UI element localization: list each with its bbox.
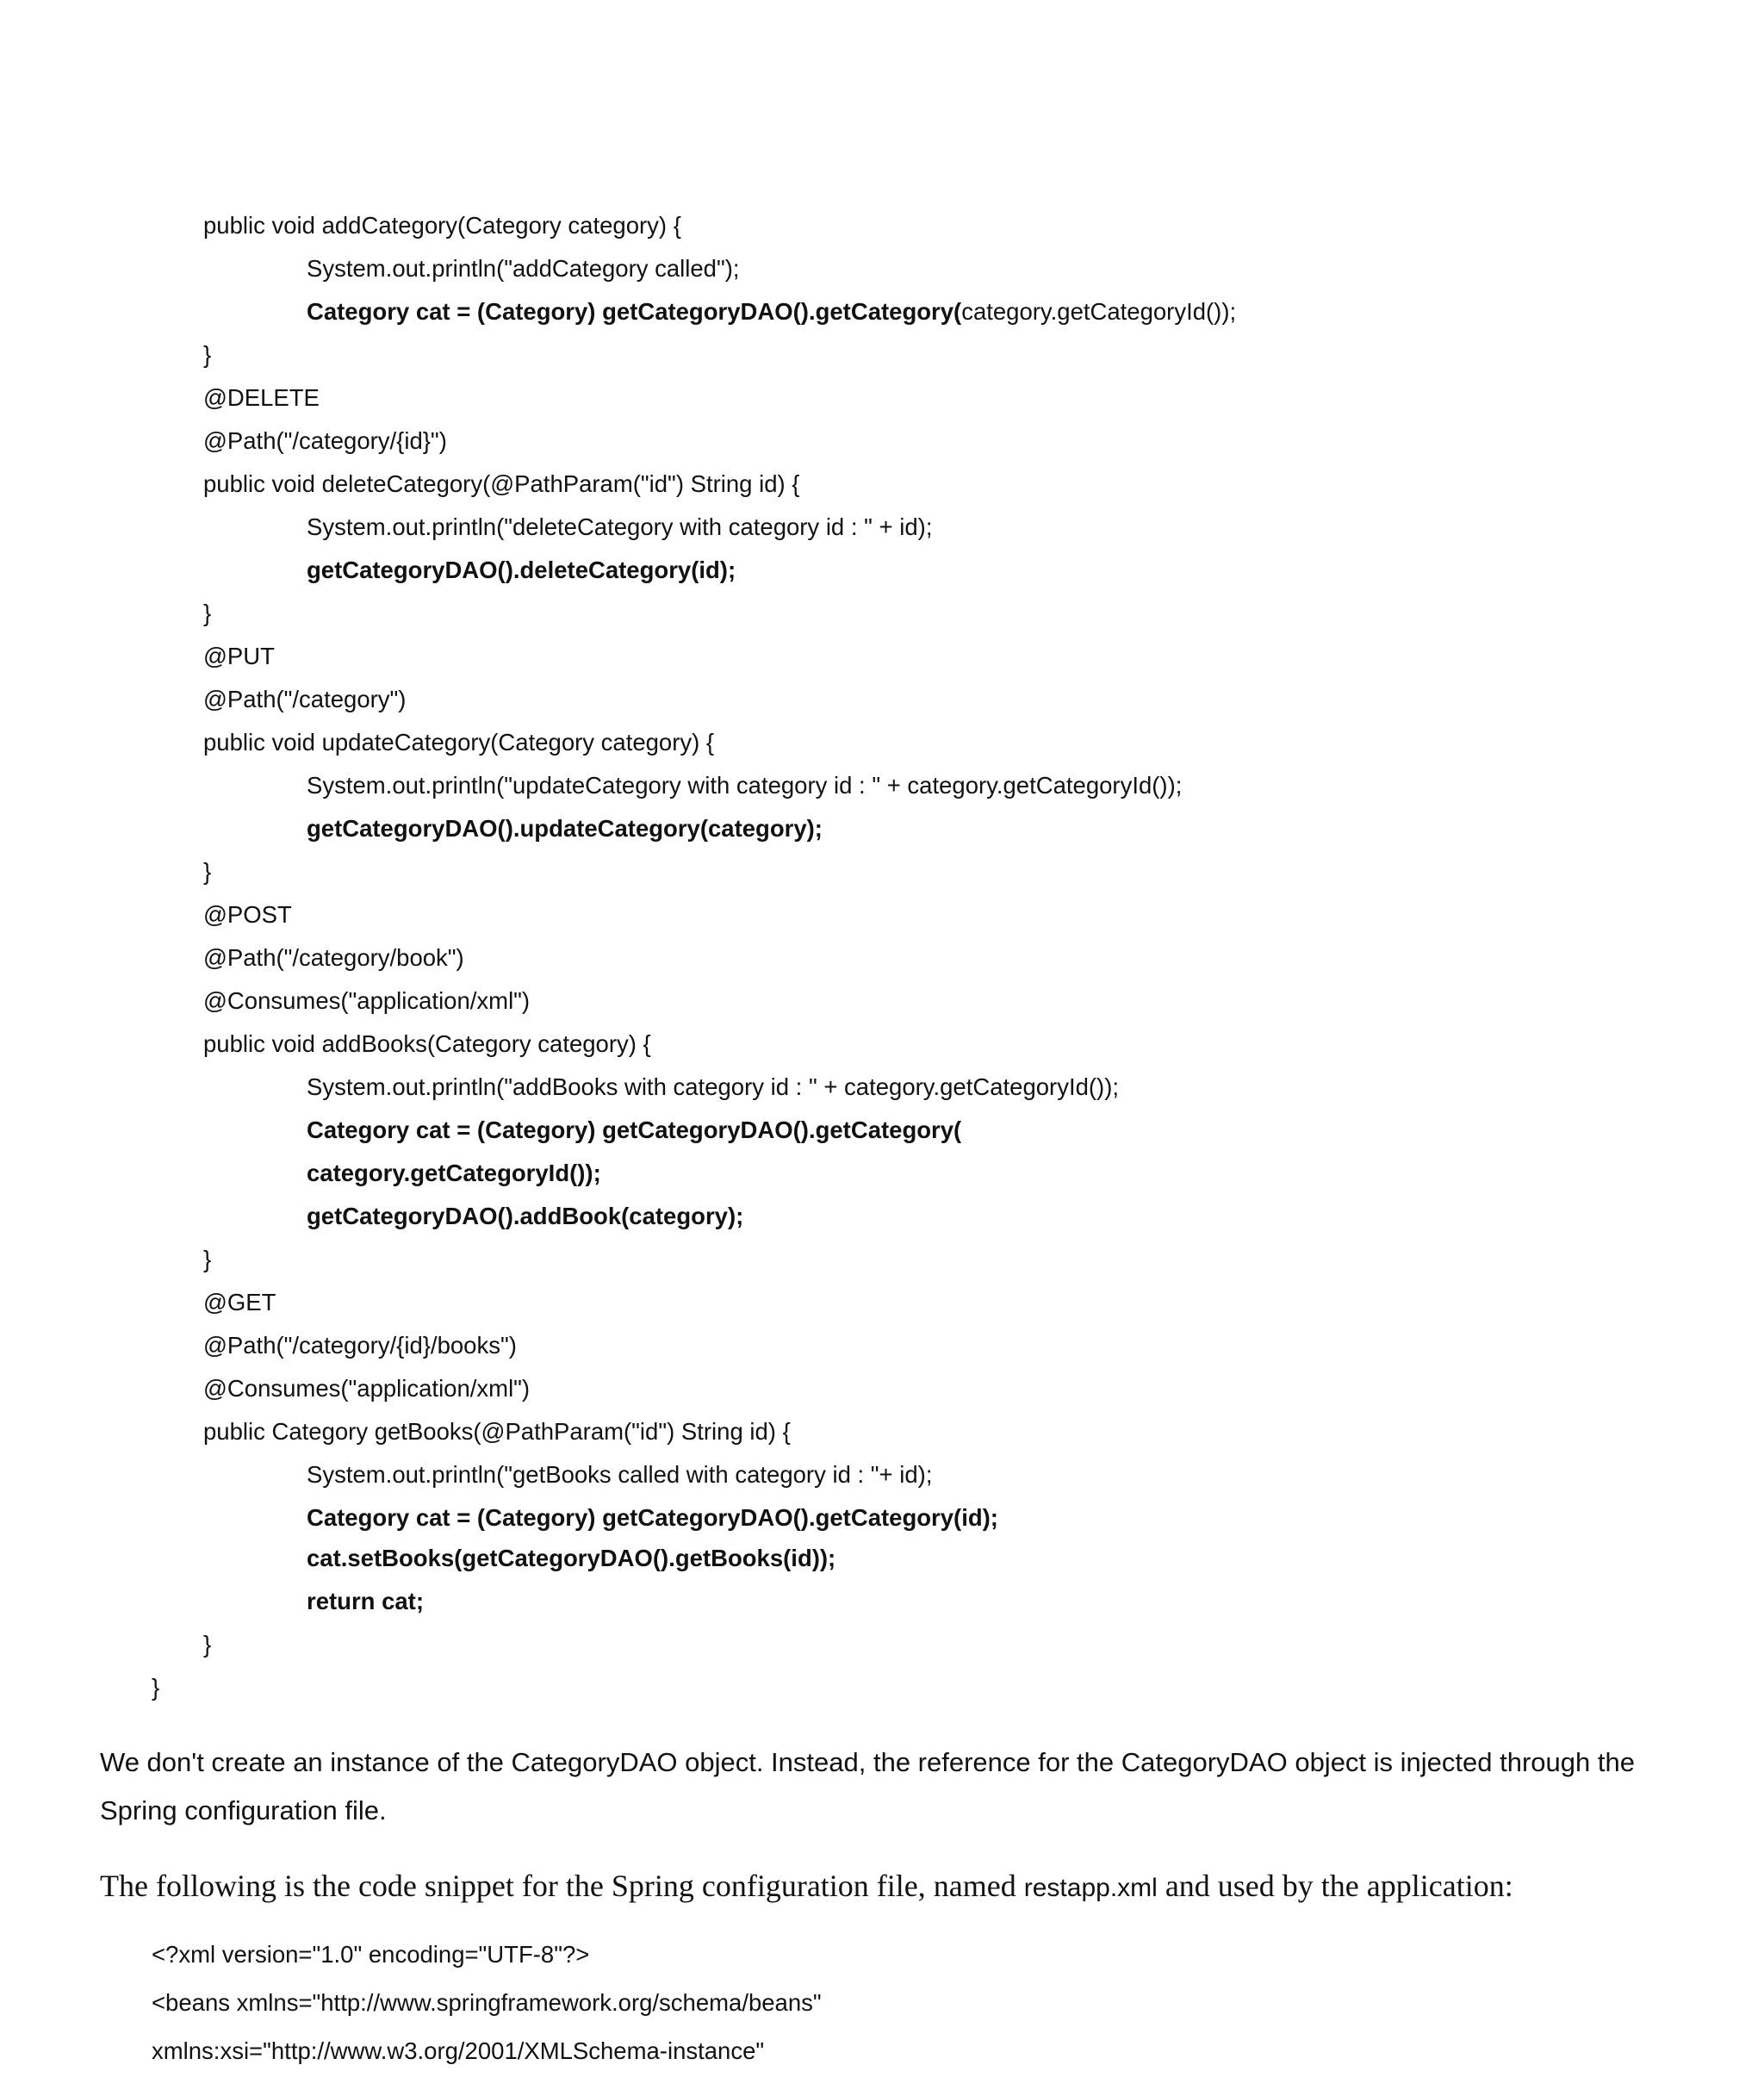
- code-line: }: [152, 1674, 160, 1701]
- code-line: public void deleteCategory(@PathParam("id") String id) {: [203, 470, 800, 497]
- code-line: @Consumes("application/xml"): [203, 1375, 531, 1402]
- code-line: category.getCategoryId());: [307, 1160, 601, 1186]
- code-line: public void addCategory(Category category) {: [203, 212, 681, 239]
- code-line: @GET: [203, 1289, 276, 1315]
- code-line: @Path("/category/{id}/books"): [203, 1332, 517, 1359]
- code-line: getCategoryDAO().updateCategory(category);: [307, 815, 823, 842]
- code-line: @POST: [203, 901, 292, 928]
- code-line: System.out.println("addCategory called");: [307, 255, 740, 282]
- inline-code-filename: restapp.xml: [1023, 1874, 1158, 1902]
- code-line: System.out.println("deleteCategory with category id : " + id);: [307, 513, 933, 540]
- code-bold-segment: Category cat = (Category) getCategoryDAO().getCategory(: [307, 298, 962, 325]
- code-line: System.out.println("updateCategory with category id : " + category.getCategoryId());: [307, 772, 1183, 799]
- code-line: xmlns:xsi="http://www.w3.org/2001/XMLSchema-instance": [152, 2037, 765, 2064]
- code-line: Category cat = (Category) getCategoryDAO().getCategory(id);: [307, 1504, 998, 1531]
- code-line: Category cat = (Category) getCategoryDAO().getCategory(: [307, 1116, 962, 1143]
- code-line: public Category getBooks(@PathParam("id") String id) {: [203, 1418, 791, 1445]
- code-line: @Path("/category"): [203, 686, 407, 712]
- code-line: @Consumes("application/xml"): [203, 987, 531, 1014]
- code-line: public void updateCategory(Category category) {: [203, 729, 715, 756]
- code-line: System.out.println("addBooks with category id : " + category.getCategoryId());: [307, 1073, 1119, 1100]
- code-line: <?xml version="1.0" encoding="UTF-8"?>: [152, 1941, 590, 1968]
- code-line: getCategoryDAO().deleteCategory(id);: [307, 557, 736, 583]
- code-line: cat.setBooks(getCategoryDAO().getBooks(id));: [307, 1545, 836, 1571]
- body-paragraph: We don't create an instance of the CategoryDAO object. Instead, the reference for the CategoryDAO object is injected through the Spring configuration file.: [100, 1747, 1635, 1825]
- code-line: [307, 290, 1236, 333]
- code-line: @DELETE: [203, 384, 320, 411]
- code-line: <beans xmlns="http://www.springframework.org/schema/beans": [152, 1989, 822, 2016]
- code-normal-segment: category.getCategoryId());: [961, 298, 1237, 325]
- code-line: }: [203, 600, 212, 626]
- code-line: public void addBooks(Category category) {: [203, 1030, 651, 1057]
- paragraph-text: The following is the code snippet for the Spring configuration file, named: [100, 1869, 1024, 1903]
- code-line: }: [203, 1246, 212, 1272]
- code-line: }: [203, 341, 212, 368]
- code-line: }: [203, 1631, 212, 1658]
- code-line: @PUT: [203, 643, 275, 669]
- code-line: System.out.println("getBooks called with category id : "+ id);: [307, 1461, 933, 1488]
- paragraph-text: and used by the application:: [1157, 1869, 1513, 1903]
- code-line: return cat;: [307, 1588, 424, 1614]
- code-line: getCategoryDAO().addBook(category);: [307, 1203, 744, 1229]
- code-line: }: [203, 858, 212, 885]
- body-paragraph: [100, 1864, 1702, 1910]
- code-line: @Path("/category/{id}"): [203, 427, 447, 454]
- code-line: @Path("/category/book"): [203, 944, 464, 971]
